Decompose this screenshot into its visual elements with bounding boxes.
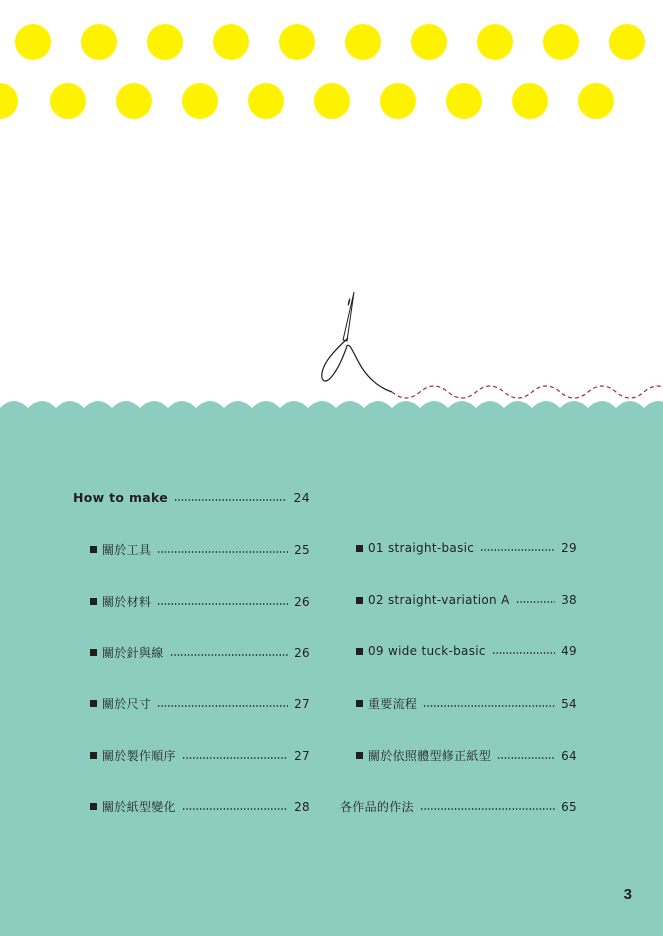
dot-leader xyxy=(420,808,555,810)
square-bullet-icon xyxy=(90,700,97,707)
dot-leader xyxy=(480,549,555,551)
dot-leader xyxy=(492,652,555,654)
toc-label: 關於紙型變化 xyxy=(102,800,176,814)
toc-page: 26 xyxy=(294,645,310,660)
toc-page: 28 xyxy=(294,799,310,814)
square-bullet-icon xyxy=(90,803,97,810)
toc-page: 29 xyxy=(561,541,577,555)
toc-entry[interactable] xyxy=(90,798,310,815)
toc-page: 24 xyxy=(293,490,310,505)
toc-page: 25 xyxy=(294,542,310,557)
dot-leader xyxy=(516,601,556,603)
dot-leader xyxy=(182,757,288,759)
toc-page: 27 xyxy=(294,748,310,763)
toc-label: 關於針與線 xyxy=(102,646,164,660)
toc-entry[interactable] xyxy=(90,747,310,764)
dot-leader xyxy=(157,705,288,707)
toc-entry[interactable] xyxy=(356,747,577,764)
dot-leader xyxy=(497,757,555,759)
toc-page: 27 xyxy=(294,696,310,711)
toc-label: How to make xyxy=(73,490,169,505)
toc-label: 重要流程 xyxy=(368,697,418,711)
toc-entry[interactable] xyxy=(356,644,577,658)
square-bullet-icon xyxy=(90,649,97,656)
toc-label: 關於製作順序 xyxy=(102,749,176,763)
dot-leader xyxy=(182,808,288,810)
toc-page: 26 xyxy=(294,594,310,609)
square-bullet-icon xyxy=(90,546,97,553)
dot-leader xyxy=(174,499,287,501)
toc-entry[interactable] xyxy=(90,541,310,558)
toc-page: 38 xyxy=(561,593,577,607)
toc-entry[interactable] xyxy=(356,593,577,607)
dot-leader xyxy=(423,705,555,707)
square-bullet-icon xyxy=(356,597,363,604)
toc-label: 02 straight-variation A xyxy=(368,593,510,607)
toc-page: 64 xyxy=(561,748,577,763)
toc-label: 關於依照體型修正紙型 xyxy=(368,749,492,763)
toc-entry[interactable] xyxy=(356,695,577,712)
toc-label: 關於工具 xyxy=(102,543,152,557)
toc-entry-how-to-make[interactable] xyxy=(73,490,310,505)
square-bullet-icon xyxy=(90,752,97,759)
toc-entry[interactable] xyxy=(356,541,577,555)
toc-page: 54 xyxy=(561,696,577,711)
toc-label: 各作品的作法 xyxy=(340,800,414,814)
square-bullet-icon xyxy=(90,598,97,605)
toc-entry[interactable] xyxy=(90,695,310,712)
toc-label: 關於尺寸 xyxy=(102,697,152,711)
dot-leader xyxy=(157,603,288,605)
toc-page: 49 xyxy=(561,644,577,658)
toc-page: 65 xyxy=(561,799,577,814)
square-bullet-icon xyxy=(356,648,363,655)
page-number: 3 xyxy=(623,886,632,903)
dot-leader xyxy=(170,654,289,656)
dot-leader xyxy=(157,551,288,553)
square-bullet-icon xyxy=(356,752,363,759)
toc-label: 09 wide tuck-basic xyxy=(368,644,486,658)
toc-entry[interactable] xyxy=(90,644,310,661)
toc-entry[interactable] xyxy=(90,593,310,610)
toc-entry[interactable] xyxy=(340,798,577,815)
toc-label: 01 straight-basic xyxy=(368,541,475,555)
square-bullet-icon xyxy=(356,545,363,552)
square-bullet-icon xyxy=(356,700,363,707)
toc-label: 關於材料 xyxy=(102,595,152,609)
